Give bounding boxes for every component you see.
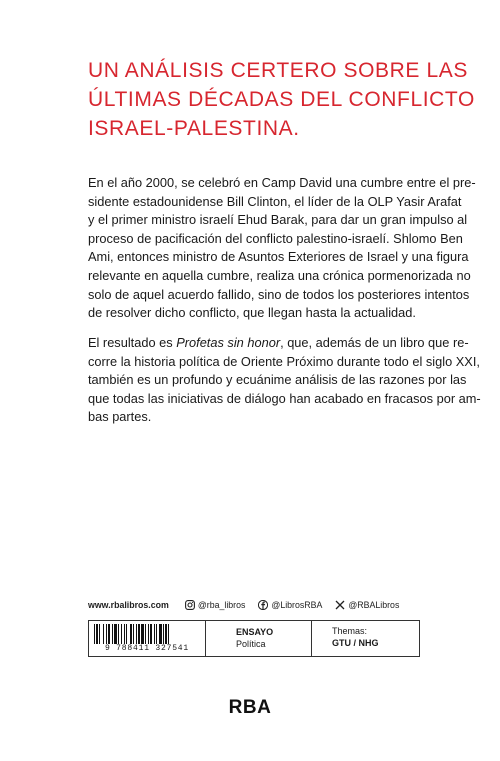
instagram-handle: @rba_libros [197, 600, 246, 610]
subgenre: Política [236, 639, 266, 649]
synopsis-paragraph-2 [88, 334, 481, 427]
text-line: relevante en aquella cumbre, realiza una crónica pormenorizada no [88, 267, 471, 283]
text-line: Ami, entonces ministro de Asuntos Exteriores de Israel y una figura [88, 249, 469, 265]
facebook-icon [258, 600, 268, 610]
book-title: Profetas sin honor [176, 335, 281, 350]
facebook-link[interactable] [258, 600, 322, 610]
x-link[interactable] [335, 600, 399, 610]
headline-line: ISRAEL-PALESTINA. [88, 117, 300, 140]
website-link[interactable]: www.rbalibros.com [88, 600, 169, 610]
genre: ENSAYO [236, 627, 274, 637]
text-line: y el primer ministro israelí Ehud Barak, para dar un gran impulso al [88, 212, 468, 228]
x-handle: @RBALibros [348, 600, 400, 610]
genre-cell [206, 621, 312, 656]
headline [88, 56, 475, 143]
synopsis-paragraph-1 [88, 174, 476, 323]
text-line: corre la historia política de Oriente Próximo durante todo el siglo XXI, [88, 353, 480, 369]
x-icon [335, 600, 345, 610]
text-line: En el año 2000, se celebró en Camp David una cumbre entre el pre- [88, 175, 476, 190]
facebook-handle: @LibrosRBA [271, 600, 323, 610]
text-line: bas partes. [88, 409, 152, 425]
text-fragment: , que, además de un libro que re- [280, 335, 469, 350]
text-line: sidente estadounidense Bill Clinton, el líder de la OLP Yasir Arafat [88, 193, 462, 209]
headline-line: ÚLTIMAS DÉCADAS DEL CONFLICTO [88, 88, 475, 111]
info-box [88, 620, 420, 657]
text-line: solo de aquel acuerdo fallido, sino de todos los posteriores intentos [88, 286, 470, 302]
themes-label: Themas: [332, 626, 368, 636]
text-line: proceso de pacificación del conflicto palestino-israelí. Shlomo Ben [88, 230, 463, 246]
isbn-number: 9 788411 327541 [104, 644, 189, 653]
themes-value: GTU / NHG [332, 638, 379, 648]
themes-cell [312, 621, 419, 656]
text-line: también es un profundo y ecuánime análisis de las razones por las [88, 372, 467, 388]
barcode [89, 621, 206, 656]
text-line: que todas las iniciativas de diálogo han acabado en fracasos por am- [88, 390, 481, 406]
barcode-icon [94, 624, 200, 644]
text-fragment: El resultado es [88, 335, 177, 350]
text-line [88, 334, 469, 353]
footer-links [88, 600, 418, 610]
instagram-icon [185, 600, 195, 610]
text-line: de resolver dicho conflicto, que llegan hasta la actualidad. [88, 305, 416, 321]
publisher-logo: RBA [228, 697, 272, 718]
instagram-link[interactable] [185, 600, 246, 610]
headline-line: UN ANÁLISIS CERTERO SOBRE LAS [88, 59, 468, 82]
